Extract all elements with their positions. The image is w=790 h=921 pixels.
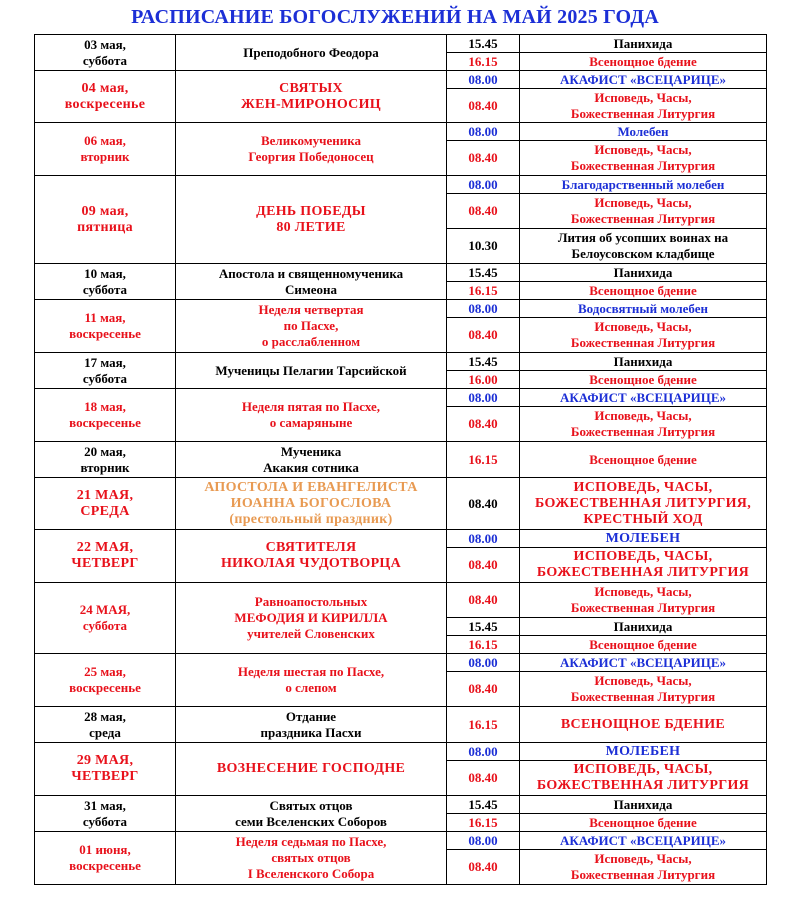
table-row: [35, 35, 767, 53]
feast-cell: [176, 353, 447, 389]
service-text: Белоусовском кладбище: [571, 246, 715, 261]
service-text: МОЛЕБЕН: [605, 743, 681, 759]
table-row: [35, 353, 767, 371]
date-cell: [35, 176, 176, 264]
service-text: Лития об усопших воинах на: [557, 230, 729, 245]
service-cell: [520, 89, 767, 123]
feast-text: Акакия сотника: [263, 459, 359, 475]
time-cell: 16.15: [447, 814, 520, 832]
feast-text: Мученика: [280, 443, 342, 459]
service-cell: [520, 123, 767, 141]
service-text: Исповедь, Часы,: [594, 851, 692, 866]
time-cell: 08.40: [447, 850, 520, 885]
date-text: суббота: [82, 52, 128, 68]
service-text: Исповедь, Часы,: [594, 195, 692, 210]
date-text: воскресенье: [69, 680, 141, 695]
date-cell: [35, 832, 176, 885]
service-text: АКАФИСТ «ВСЕЦАРИЦЕ»: [559, 71, 727, 87]
time-cell: 16.15: [447, 707, 520, 743]
date-cell: [35, 796, 176, 832]
time-cell: 08.40: [447, 548, 520, 583]
time-cell: 15.45: [447, 353, 520, 371]
service-cell: [520, 141, 767, 176]
service-text: Божественная Литургия: [570, 158, 716, 173]
service-text: ИСПОВЕДЬ, ЧАСЫ,: [573, 549, 713, 564]
service-text: Панихида: [613, 264, 673, 280]
feast-cell: [176, 530, 447, 583]
service-cell: [520, 35, 767, 53]
date-text: СРЕДА: [80, 503, 130, 519]
feast-text: Неделя шестая по Пасхе,: [237, 664, 385, 679]
feast-text: по Пасхе,: [283, 318, 339, 333]
feast-cell: [176, 707, 447, 743]
service-text: БОЖЕСТВЕННАЯ ЛИТУРГИЯ,: [535, 495, 751, 511]
date-text: 20 мая,: [84, 443, 126, 459]
service-text: ИСПОВЕДЬ, ЧАСЫ,: [573, 479, 713, 495]
service-cell: [520, 318, 767, 353]
feast-text: учителей Словенских: [247, 626, 375, 641]
service-cell: [520, 442, 767, 478]
service-cell: [520, 176, 767, 194]
time-cell: 08.00: [447, 743, 520, 761]
feast-cell: [176, 743, 447, 796]
feast-text: МЕФОДИЯ И КИРИЛЛА: [234, 610, 388, 625]
service-text: Исповедь, Часы,: [594, 319, 692, 334]
time-cell: 08.40: [447, 761, 520, 796]
date-text: 18 мая,: [84, 399, 126, 414]
feast-text: СВЯТИТЕЛЯ: [265, 540, 357, 555]
time-cell: 08.00: [447, 389, 520, 407]
feast-text: ИОАННА БОГОСЛОВА: [230, 495, 392, 511]
date-text: ЧЕТВЕРГ: [71, 556, 139, 571]
service-text: Божественная Литургия: [570, 867, 716, 882]
date-text: 25 мая,: [84, 664, 126, 679]
date-cell: [35, 654, 176, 707]
feast-text: АПОСТОЛА И ЕВАНГЕЛИСТА: [204, 479, 418, 495]
service-cell: [520, 478, 767, 530]
feast-text: Неделя четвертая: [258, 302, 364, 317]
time-cell: 16.15: [447, 282, 520, 300]
service-cell: [520, 761, 767, 796]
table-row: [35, 743, 767, 761]
date-cell: [35, 530, 176, 583]
service-text: Божественная Литургия: [570, 689, 716, 704]
time-cell: 08.00: [447, 832, 520, 850]
date-text: среда: [89, 724, 121, 740]
service-text: Панихида: [613, 35, 673, 51]
service-text: АКАФИСТ «ВСЕЦАРИЦЕ»: [559, 389, 727, 405]
time-cell: 08.40: [447, 141, 520, 176]
table-row: [35, 264, 767, 282]
date-text: ЧЕТВЕРГ: [71, 769, 139, 784]
date-text: 22 МАЯ,: [76, 540, 134, 555]
service-cell: [520, 814, 767, 832]
service-cell: [520, 672, 767, 707]
service-text: Всенощное бдение: [589, 371, 697, 387]
time-cell: 08.40: [447, 583, 520, 618]
date-text: 04 мая,: [81, 80, 129, 96]
service-text: Всенощное бдение: [589, 451, 697, 467]
service-cell: [520, 389, 767, 407]
time-cell: 16.15: [447, 442, 520, 478]
table-row: [35, 123, 767, 141]
date-text: пятница: [77, 219, 133, 235]
feast-text: Святых отцов: [269, 797, 353, 813]
feast-text: Неделя седьмая по Пасхе,: [235, 834, 387, 849]
service-text: Исповедь, Часы,: [594, 408, 692, 423]
feast-text: святых отцов: [271, 850, 351, 865]
service-text: АКАФИСТ «ВСЕЦАРИЦЕ»: [559, 654, 727, 670]
service-cell: [520, 832, 767, 850]
time-cell: 08.40: [447, 672, 520, 707]
date-cell: [35, 743, 176, 796]
service-text: Всенощное бдение: [589, 282, 697, 298]
time-cell: 08.00: [447, 71, 520, 89]
service-cell: [520, 743, 767, 761]
service-text: Панихида: [613, 353, 673, 369]
feast-text: 80 ЛЕТИЕ: [276, 219, 346, 235]
date-cell: [35, 478, 176, 530]
service-text: Божественная Литургия: [570, 424, 716, 439]
service-cell: [520, 530, 767, 548]
date-cell: [35, 123, 176, 176]
table-row: [35, 176, 767, 194]
feast-text: ДЕНЬ ПОБЕДЫ: [256, 203, 366, 219]
table-row: [35, 654, 767, 672]
time-cell: 08.00: [447, 654, 520, 672]
feast-cell: [176, 832, 447, 885]
feast-text: Георгия Победоносец: [248, 149, 374, 164]
service-text: Всенощное бдение: [589, 53, 697, 69]
table-row: [35, 389, 767, 407]
time-cell: 15.45: [447, 35, 520, 53]
feast-text: праздника Пасхи: [260, 724, 362, 740]
feast-text: о слепом: [285, 680, 337, 695]
feast-cell: [176, 796, 447, 832]
date-cell: [35, 707, 176, 743]
feast-cell: [176, 176, 447, 264]
time-cell: 16.15: [447, 53, 520, 71]
service-cell: [520, 371, 767, 389]
date-text: 28 мая,: [84, 708, 126, 724]
feast-text: Великомученика: [260, 133, 362, 148]
service-text: Водосвятный молебен: [578, 300, 708, 316]
table-row: [35, 707, 767, 743]
service-cell: [520, 353, 767, 371]
date-cell: [35, 35, 176, 71]
time-cell: 08.00: [447, 123, 520, 141]
feast-cell: [176, 389, 447, 442]
date-text: вторник: [80, 459, 130, 475]
date-text: 10 мая,: [84, 265, 126, 281]
date-cell: [35, 442, 176, 478]
feast-cell: [176, 71, 447, 123]
table-row: [35, 583, 767, 618]
service-cell: [520, 229, 767, 264]
time-cell: 15.45: [447, 264, 520, 282]
feast-cell: [176, 442, 447, 478]
service-cell: [520, 850, 767, 885]
date-text: 06 мая,: [84, 133, 126, 148]
service-text: МОЛЕБЕН: [605, 530, 681, 546]
table-row: [35, 796, 767, 814]
feast-text: Симеона: [285, 281, 337, 297]
feast-text: Равноапостольных: [254, 594, 368, 609]
date-cell: [35, 300, 176, 353]
service-text: Исповедь, Часы,: [594, 89, 692, 105]
service-cell: [520, 796, 767, 814]
time-cell: 08.00: [447, 530, 520, 548]
service-text: ИСПОВЕДЬ, ЧАСЫ,: [573, 762, 713, 777]
date-text: 09 мая,: [81, 203, 129, 219]
date-text: суббота: [82, 281, 128, 297]
date-cell: [35, 583, 176, 654]
table-row: [35, 71, 767, 89]
service-text: АКАФИСТ «ВСЕЦАРИЦЕ»: [559, 832, 727, 848]
time-cell: 15.45: [447, 796, 520, 814]
feast-text: (престольный праздник): [229, 511, 393, 527]
date-text: суббота: [82, 370, 128, 386]
table-row: [35, 300, 767, 318]
feast-text: ЖЕН-МИРОНОСИЦ: [241, 96, 381, 112]
service-text: БОЖЕСТВЕННАЯ ЛИТУРГИЯ: [536, 778, 750, 793]
time-cell: 08.40: [447, 194, 520, 229]
time-cell: 08.00: [447, 300, 520, 318]
time-cell: 16.15: [447, 636, 520, 654]
service-cell: [520, 71, 767, 89]
feast-cell: [176, 35, 447, 71]
feast-cell: [176, 264, 447, 300]
schedule-table: [34, 34, 767, 885]
table-row: [35, 530, 767, 548]
feast-text: Отдание: [285, 708, 337, 724]
service-text: Исповедь, Часы,: [594, 584, 692, 599]
feast-cell: [176, 583, 447, 654]
service-text: Божественная Литургия: [570, 335, 716, 350]
feast-text: НИКОЛАЯ ЧУДОТВОРЦА: [220, 556, 402, 571]
table-row: [35, 478, 767, 530]
date-text: 24 МАЯ,: [79, 602, 131, 617]
date-cell: [35, 389, 176, 442]
date-text: воскресенье: [64, 96, 146, 112]
page-title: РАСПИСАНИЕ БОГОСЛУЖЕНИЙ НА МАЙ 2025 ГОДА: [131, 6, 659, 28]
service-cell: [520, 548, 767, 583]
date-text: суббота: [82, 813, 128, 829]
service-cell: [520, 282, 767, 300]
feast-text: семи Вселенских Соборов: [235, 813, 387, 829]
service-text: Благодарственный молебен: [561, 176, 725, 192]
date-text: 03 мая,: [84, 36, 126, 52]
date-text: 29 МАЯ,: [76, 753, 134, 768]
service-cell: [520, 618, 767, 636]
service-cell: [520, 583, 767, 618]
feast-text: Апостола и священномученика: [218, 265, 404, 281]
feast-cell: [176, 123, 447, 176]
service-text: Панихида: [613, 796, 673, 812]
feast-cell: [176, 300, 447, 353]
service-text: Всенощное бдение: [589, 814, 697, 830]
service-text: Божественная Литургия: [570, 211, 716, 226]
service-text: Исповедь, Часы,: [594, 142, 692, 157]
service-text: БОЖЕСТВЕННАЯ ЛИТУРГИЯ: [536, 565, 750, 580]
service-text: ВСЕНОЩНОЕ БДЕНИЕ: [560, 716, 726, 732]
date-cell: [35, 264, 176, 300]
feast-text: ВОЗНЕСЕНИЕ ГОСПОДНЕ: [216, 761, 406, 776]
service-cell: [520, 707, 767, 743]
date-text: воскресенье: [69, 858, 141, 873]
table-row: [35, 442, 767, 478]
feast-text: I Вселенского Собора: [247, 866, 375, 881]
service-cell: [520, 636, 767, 654]
time-cell: 10.30: [447, 229, 520, 264]
date-text: 11 мая,: [84, 310, 126, 325]
feast-text: Преподобного Феодора: [243, 44, 379, 60]
service-cell: [520, 654, 767, 672]
time-cell: 08.40: [447, 89, 520, 123]
service-text: Панихида: [613, 618, 673, 634]
service-cell: [520, 300, 767, 318]
date-text: 31 мая,: [84, 797, 126, 813]
feast-text: о самаряныне: [269, 415, 353, 430]
service-text: Молебен: [617, 123, 669, 139]
service-cell: [520, 194, 767, 229]
date-text: воскресенье: [69, 326, 141, 341]
time-cell: 08.00: [447, 176, 520, 194]
service-text: КРЕСТНЫЙ ХОД: [583, 511, 703, 527]
feast-text: Неделя пятая по Пасхе,: [241, 399, 381, 414]
service-text: Исповедь, Часы,: [594, 673, 692, 688]
service-text: Божественная Литургия: [570, 600, 716, 615]
schedule-body: [35, 35, 767, 885]
feast-text: о расслабленном: [261, 334, 361, 349]
feast-text: СВЯТЫХ: [279, 80, 343, 96]
time-cell: 15.45: [447, 618, 520, 636]
date-text: вторник: [80, 149, 130, 164]
date-cell: [35, 353, 176, 389]
time-cell: 16.00: [447, 371, 520, 389]
date-text: 17 мая,: [84, 354, 126, 370]
time-cell: 08.40: [447, 318, 520, 353]
service-cell: [520, 407, 767, 442]
feast-cell: [176, 478, 447, 530]
feast-cell: [176, 654, 447, 707]
date-text: воскресенье: [69, 415, 141, 430]
service-cell: [520, 264, 767, 282]
service-text: Божественная Литургия: [570, 105, 716, 121]
time-cell: 08.40: [447, 478, 520, 530]
time-cell: 08.40: [447, 407, 520, 442]
service-cell: [520, 53, 767, 71]
service-text: Всенощное бдение: [589, 636, 697, 652]
date-text: 01 июня,: [79, 842, 131, 857]
date-cell: [35, 71, 176, 123]
table-row: [35, 832, 767, 850]
feast-text: Мученицы Пелагии Тарсийской: [215, 362, 407, 378]
date-text: 21 МАЯ,: [76, 487, 134, 503]
date-text: суббота: [82, 618, 128, 633]
